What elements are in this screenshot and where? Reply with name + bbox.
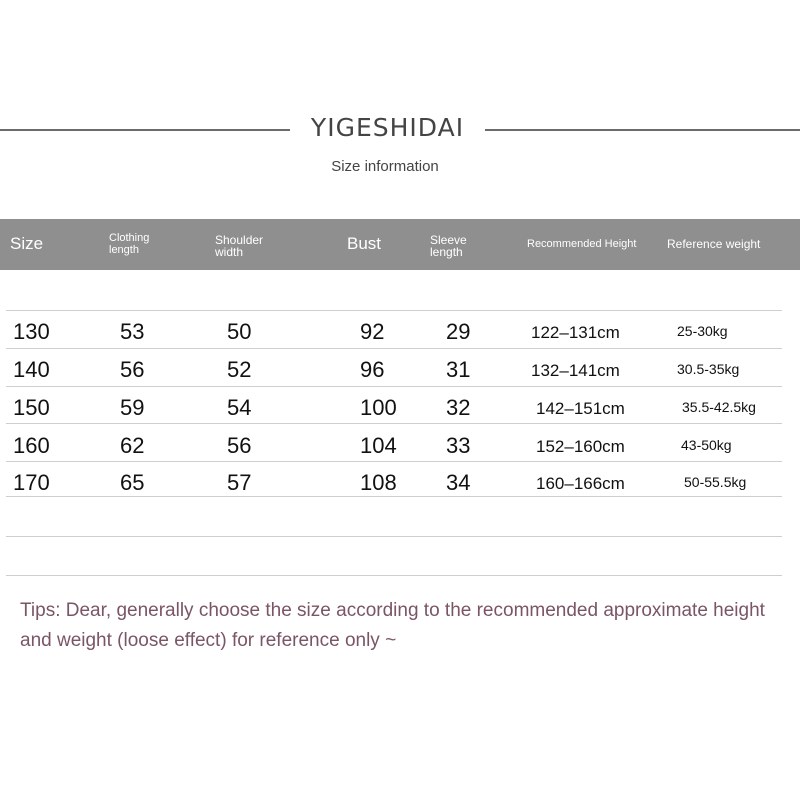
col-shoulder-width-line1: Shoulder xyxy=(215,233,264,247)
col-clothing-length-header xyxy=(109,232,149,256)
cell-bust: 108 xyxy=(360,470,397,495)
col-size-header: Size xyxy=(10,234,44,253)
cell-height: 122–131cm xyxy=(531,323,620,342)
tips-text: Tips: Dear, generally choose the size according to the recommended approximate height and weight (loose effect) for reference only ~ xyxy=(20,600,765,651)
cell-shoulder: 52 xyxy=(227,357,252,382)
col-shoulder-width-header xyxy=(215,234,263,258)
cell-clothing-length: 59 xyxy=(120,395,145,420)
cell-clothing-length: 53 xyxy=(120,319,145,344)
row-divider xyxy=(6,575,782,576)
cell-clothing-length: 62 xyxy=(120,433,145,458)
cell-size: 130 xyxy=(13,319,50,344)
col-recommended-height-header: Recommended Height xyxy=(527,238,637,250)
cell-size: 140 xyxy=(13,357,50,382)
cell-weight: 25-30kg xyxy=(677,323,728,339)
cell-height: 132–141cm xyxy=(531,361,620,380)
col-sleeve-length-header xyxy=(430,234,467,258)
table-row xyxy=(0,313,800,347)
row-divider xyxy=(6,536,782,537)
cell-sleeve: 29 xyxy=(446,319,471,344)
cell-shoulder: 56 xyxy=(227,433,252,458)
col-sleeve-length-line2: length xyxy=(430,245,463,259)
cell-bust: 96 xyxy=(360,357,385,382)
col-bust-header: Bust xyxy=(347,234,382,253)
col-clothing-length-line2: length xyxy=(109,244,139,256)
table-row xyxy=(0,464,800,498)
cell-shoulder: 54 xyxy=(227,395,252,420)
row-divider xyxy=(6,348,782,349)
col-sleeve-length-line1: Sleeve xyxy=(430,233,467,247)
cell-clothing-length: 65 xyxy=(120,470,145,495)
cell-size: 150 xyxy=(13,395,50,420)
header-rule-left xyxy=(0,129,290,131)
cell-height: 152–160cm xyxy=(536,437,625,456)
row-divider xyxy=(6,423,782,424)
cell-weight: 43-50kg xyxy=(681,437,732,453)
cell-bust: 104 xyxy=(360,433,397,458)
cell-weight: 50-55.5kg xyxy=(684,474,747,490)
cell-shoulder: 50 xyxy=(227,319,252,344)
cell-size: 160 xyxy=(13,433,50,458)
col-shoulder-width-line2: width xyxy=(215,245,244,259)
cell-height: 142–151cm xyxy=(536,399,625,418)
col-clothing-length-line1: Clothing xyxy=(109,232,150,244)
cell-sleeve: 34 xyxy=(446,470,471,495)
cell-shoulder: 57 xyxy=(227,470,252,495)
header-rule-right xyxy=(485,129,800,131)
table-row xyxy=(0,427,800,461)
cell-weight: 35.5-42.5kg xyxy=(682,399,756,415)
cell-bust: 100 xyxy=(360,395,397,420)
cell-sleeve: 32 xyxy=(446,395,471,420)
table-row xyxy=(0,389,800,423)
row-divider xyxy=(6,310,782,311)
brand-title: YIGESHIDAI xyxy=(310,113,465,142)
page-subtitle: Size information xyxy=(331,158,439,175)
cell-weight: 30.5-35kg xyxy=(677,361,740,377)
cell-clothing-length: 56 xyxy=(120,357,145,382)
cell-sleeve: 31 xyxy=(446,357,471,382)
cell-height: 160–166cm xyxy=(536,474,625,493)
row-divider xyxy=(6,386,782,387)
cell-size: 170 xyxy=(13,470,50,495)
col-reference-weight-header: Reference weight xyxy=(667,237,761,251)
cell-sleeve: 33 xyxy=(446,433,471,458)
cell-bust: 92 xyxy=(360,319,385,344)
row-divider xyxy=(6,461,782,462)
table-header xyxy=(0,219,800,270)
table-row xyxy=(0,351,800,385)
